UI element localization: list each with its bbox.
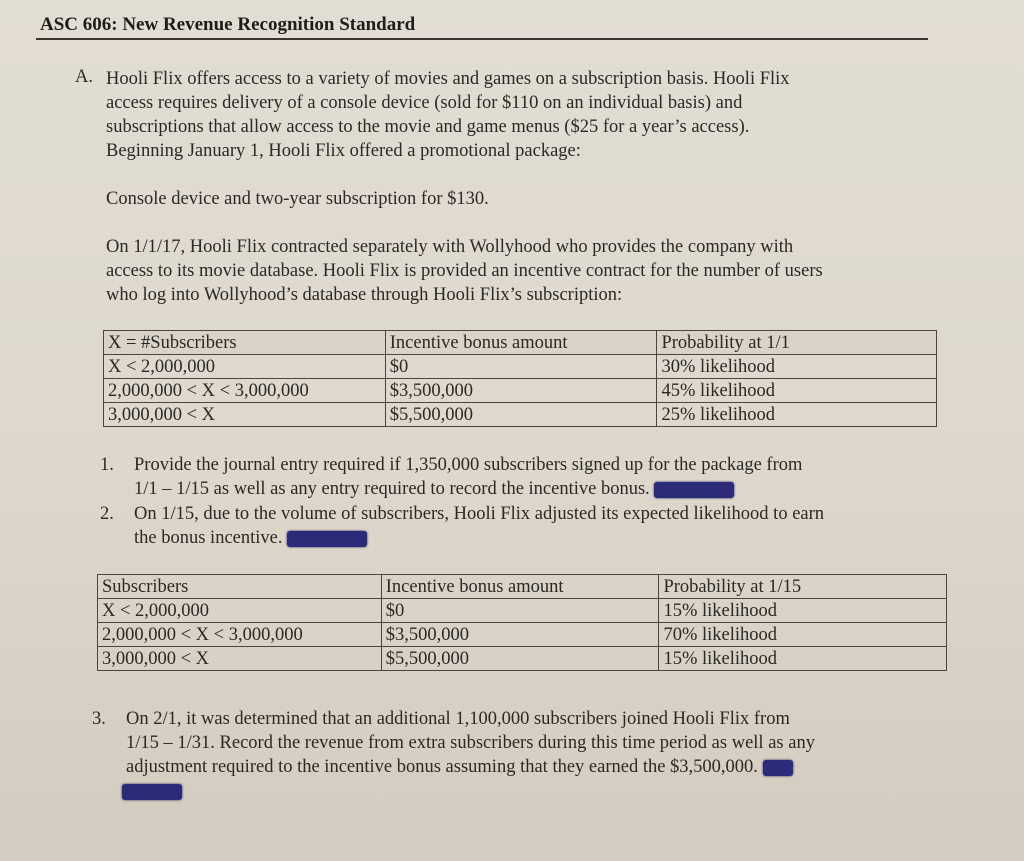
- table-header-cell: Incentive bonus amount: [381, 575, 659, 599]
- section-a-intro: [106, 67, 790, 163]
- table-header-row: [104, 331, 937, 355]
- intro-line: subscriptions that allow access to the movie and game menus ($25 for a year’s access).: [106, 117, 750, 137]
- table-cell: X < 2,000,000: [98, 599, 382, 623]
- table-cell: 3,000,000 < X: [104, 403, 386, 427]
- table-row: [104, 403, 937, 427]
- table-cell: $0: [385, 355, 657, 379]
- redaction-mark: [654, 482, 734, 498]
- table-row: [98, 647, 947, 671]
- table-cell: 25% likelihood: [657, 403, 937, 427]
- intro-line: Hooli Flix offers access to a variety of movies and games on a subscription basis. Hooli Flix: [106, 69, 790, 89]
- incentive-table-1: [103, 330, 937, 427]
- table-cell: 30% likelihood: [657, 355, 937, 379]
- question-line-text: 1/1 – 1/15 as well as any entry required to record the incentive bonus.: [134, 479, 650, 499]
- table-header-cell: X = #Subscribers: [104, 331, 386, 355]
- table-cell: 70% likelihood: [659, 623, 947, 647]
- redaction-mark: [287, 531, 367, 547]
- table-cell: $5,500,000: [385, 403, 657, 427]
- table-header-row: [98, 575, 947, 599]
- intro-line: access requires delivery of a console device (sold for $110 on an individual basis) and: [106, 93, 743, 113]
- table-cell: 2,000,000 < X < 3,000,000: [104, 379, 386, 403]
- package-line: [106, 187, 489, 211]
- question-number: 2.: [100, 504, 114, 524]
- question-line: On 1/15, due to the volume of subscribers, Hooli Flix adjusted its expected likelihood to earn: [134, 504, 825, 524]
- table-cell: 3,000,000 < X: [98, 647, 382, 671]
- document-title: ASC 606: New Revenue Recognition Standard: [40, 14, 416, 35]
- section-a-marker: A.: [75, 67, 93, 87]
- question-line: Provide the journal entry required if 1,350,000 subscribers signed up for the package from: [134, 455, 803, 475]
- question-3: [92, 707, 962, 807]
- contract-paragraph: [106, 235, 823, 307]
- question-line-with-redaction: [126, 755, 815, 779]
- redaction-line: [126, 779, 815, 803]
- question-line-text: the bonus incentive.: [134, 528, 283, 548]
- table-cell: X < 2,000,000: [104, 355, 386, 379]
- question-2: [100, 502, 940, 552]
- question-line-with-redaction: [134, 477, 802, 501]
- question-number: 1.: [100, 455, 114, 475]
- table-header-cell: Probability at 1/15: [659, 575, 947, 599]
- redaction-mark: [763, 760, 793, 776]
- question-1: [100, 453, 920, 503]
- redaction-mark: [122, 784, 182, 800]
- table-row: [98, 623, 947, 647]
- contract-line: access to its movie database. Hooli Flix is provided an incentive contract for the number of users: [106, 261, 823, 281]
- table-header-cell: Probability at 1/1: [657, 331, 937, 355]
- title-underline: [36, 38, 928, 40]
- table-header-cell: Subscribers: [98, 575, 382, 599]
- question-line: On 2/1, it was determined that an additional 1,100,000 subscribers joined Hooli Flix from: [126, 709, 790, 729]
- table-cell: $3,500,000: [381, 623, 659, 647]
- contract-line: who log into Wollyhood’s database through Hooli Flix’s subscription:: [106, 285, 623, 305]
- contract-line: On 1/1/17, Hooli Flix contracted separately with Wollyhood who provides the company with: [106, 237, 794, 257]
- table-cell: 2,000,000 < X < 3,000,000: [98, 623, 382, 647]
- table-cell: 45% likelihood: [657, 379, 937, 403]
- table-cell: $3,500,000: [385, 379, 657, 403]
- table-cell: 15% likelihood: [659, 647, 947, 671]
- table-row: [98, 599, 947, 623]
- question-number: 3.: [92, 709, 106, 729]
- table-header-cell: Incentive bonus amount: [385, 331, 657, 355]
- incentive-table-2: [97, 574, 947, 671]
- intro-line: Beginning January 1, Hooli Flix offered a promotional package:: [106, 141, 581, 161]
- table-row: [104, 379, 937, 403]
- question-line-with-redaction: [134, 526, 824, 550]
- question-line-text: adjustment required to the incentive bonus assuming that they earned the $3,500,000.: [126, 757, 758, 777]
- question-line: 1/15 – 1/31. Record the revenue from extra subscribers during this time period as well as any: [126, 733, 815, 753]
- table-row: [104, 355, 937, 379]
- table-cell: 15% likelihood: [659, 599, 947, 623]
- table-cell: $0: [381, 599, 659, 623]
- package-text: Console device and two-year subscription for $130.: [106, 189, 489, 209]
- table-cell: $5,500,000: [381, 647, 659, 671]
